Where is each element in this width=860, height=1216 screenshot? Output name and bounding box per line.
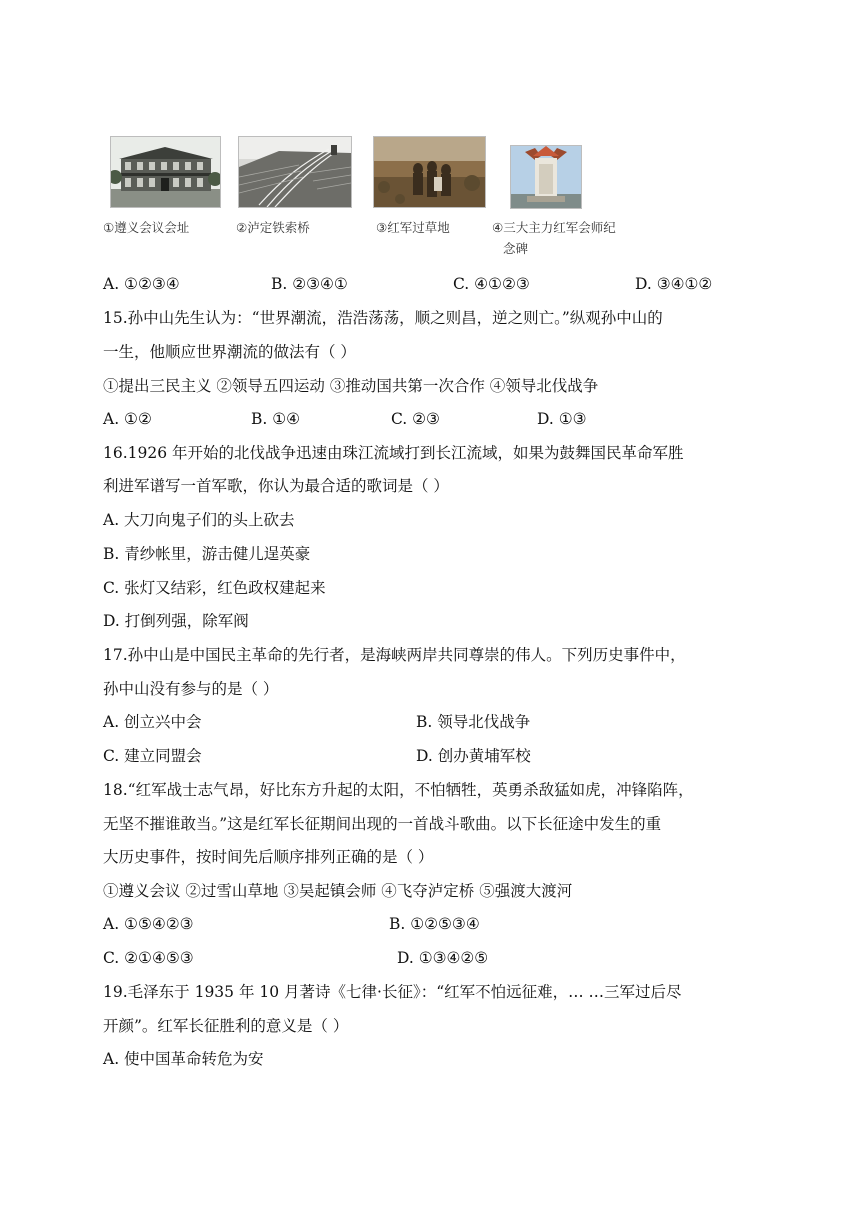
q15-stem-line-2: 一生，他顺应世界潮流的做法有（ ） (103, 343, 356, 361)
q18-option-b[interactable]: B. ①②⑤③④ (389, 915, 480, 933)
q18-stem-line-3: 大历史事件，按时间先后顺序排列正确的是（ ） (103, 848, 434, 866)
q15-option-b[interactable]: B. ①④ (251, 410, 301, 428)
q15-option-a[interactable]: A. ①② (103, 410, 152, 428)
q18-items: ①遵义会议 ②过雪山草地 ③吴起镇会师 ④飞夺泸定桥 ⑤强渡大渡河 (103, 882, 573, 900)
q17-stem-line-2: 孙中山没有参与的是（ ） (103, 680, 279, 698)
q14-option-a[interactable]: A. ①②③④ (103, 275, 180, 293)
caption-1: ①遵义会议会址 (103, 220, 190, 235)
q14-option-d[interactable]: D. ③④①② (635, 275, 713, 293)
q17-option-c[interactable]: C. 建立同盟会 (103, 747, 202, 765)
q16-stem-line-1: 16.1926 年开始的北伐战争迅速由珠江流域打到长江流域，如果为鼓舞国民革命军胜 (103, 444, 684, 462)
q15-option-d[interactable]: D. ①③ (537, 410, 587, 428)
caption-2: ②泸定铁索桥 (236, 220, 310, 235)
q16-option-c[interactable]: C. 张灯又结彩，红色政权建起来 (103, 579, 326, 597)
zunyi-meeting-site-photo (110, 136, 221, 208)
q14-option-b[interactable]: B. ②③④① (271, 275, 348, 293)
q17-option-b[interactable]: B. 领导北伐战争 (416, 713, 531, 731)
caption-4-continued: 念碑 (503, 241, 529, 256)
q16-option-a[interactable]: A. 大刀向鬼子们的头上砍去 (103, 511, 295, 529)
red-army-grassland-photo (373, 136, 486, 208)
q15-items: ①提出三民主义 ②领导五四运动 ③推动国共第一次合作 ④领导北伐战争 (103, 377, 599, 395)
q18-option-a[interactable]: A. ①⑤④②③ (103, 915, 194, 933)
q18-stem-line-2: 无坚不摧谁敢当。”这是红军长征期间出现的一首战斗歌曲。以下长征途中发生的重 (103, 815, 662, 833)
q19-stem-line-1: 19.毛泽东于 1935 年 10 月著诗《七律·长征》：“红军不怕远征难，… …三军过后尽 (103, 983, 682, 1001)
q14-option-c[interactable]: C. ④①②③ (453, 275, 530, 293)
q17-option-a[interactable]: A. 创立兴中会 (103, 713, 202, 731)
q16-option-b[interactable]: B. 青纱帐里，游击健儿逞英豪 (103, 545, 311, 563)
caption-3: ③红军过草地 (376, 220, 450, 235)
q16-option-d[interactable]: D. 打倒列强，除军阀 (103, 612, 249, 630)
q19-stem-line-2: 开颜”。红军长征胜利的意义是（ ） (103, 1017, 349, 1035)
red-army-reunion-monument-photo (510, 145, 582, 209)
luding-bridge-photo (238, 136, 352, 208)
q16-stem-line-2: 利进军谱写一首军歌，你认为最合适的歌词是（ ） (103, 477, 449, 495)
q17-option-d[interactable]: D. 创办黄埔军校 (416, 747, 531, 765)
q19-option-a[interactable]: A. 使中国革命转危为安 (103, 1050, 264, 1068)
q18-stem-line-1: 18.“红军战士志气昂，好比东方升起的太阳，不怕牺牲，英勇杀敌猛如虎，冲锋陷阵， (103, 781, 694, 799)
q17-stem-line-1: 17.孙中山是中国民主革命的先行者，是海峡两岸共同尊崇的伟人。下列历史事件中， (103, 646, 686, 664)
caption-4: ④三大主力红军会师纪 (492, 220, 616, 235)
q18-option-d[interactable]: D. ①③④②⑤ (397, 949, 489, 967)
q18-option-c[interactable]: C. ②①④⑤③ (103, 949, 194, 967)
q15-option-c[interactable]: C. ②③ (391, 410, 440, 428)
q15-stem-line-1: 15.孙中山先生认为：“世界潮流，浩浩荡荡，顺之则昌，逆之则亡。”纵观孙中山的 (103, 309, 663, 327)
